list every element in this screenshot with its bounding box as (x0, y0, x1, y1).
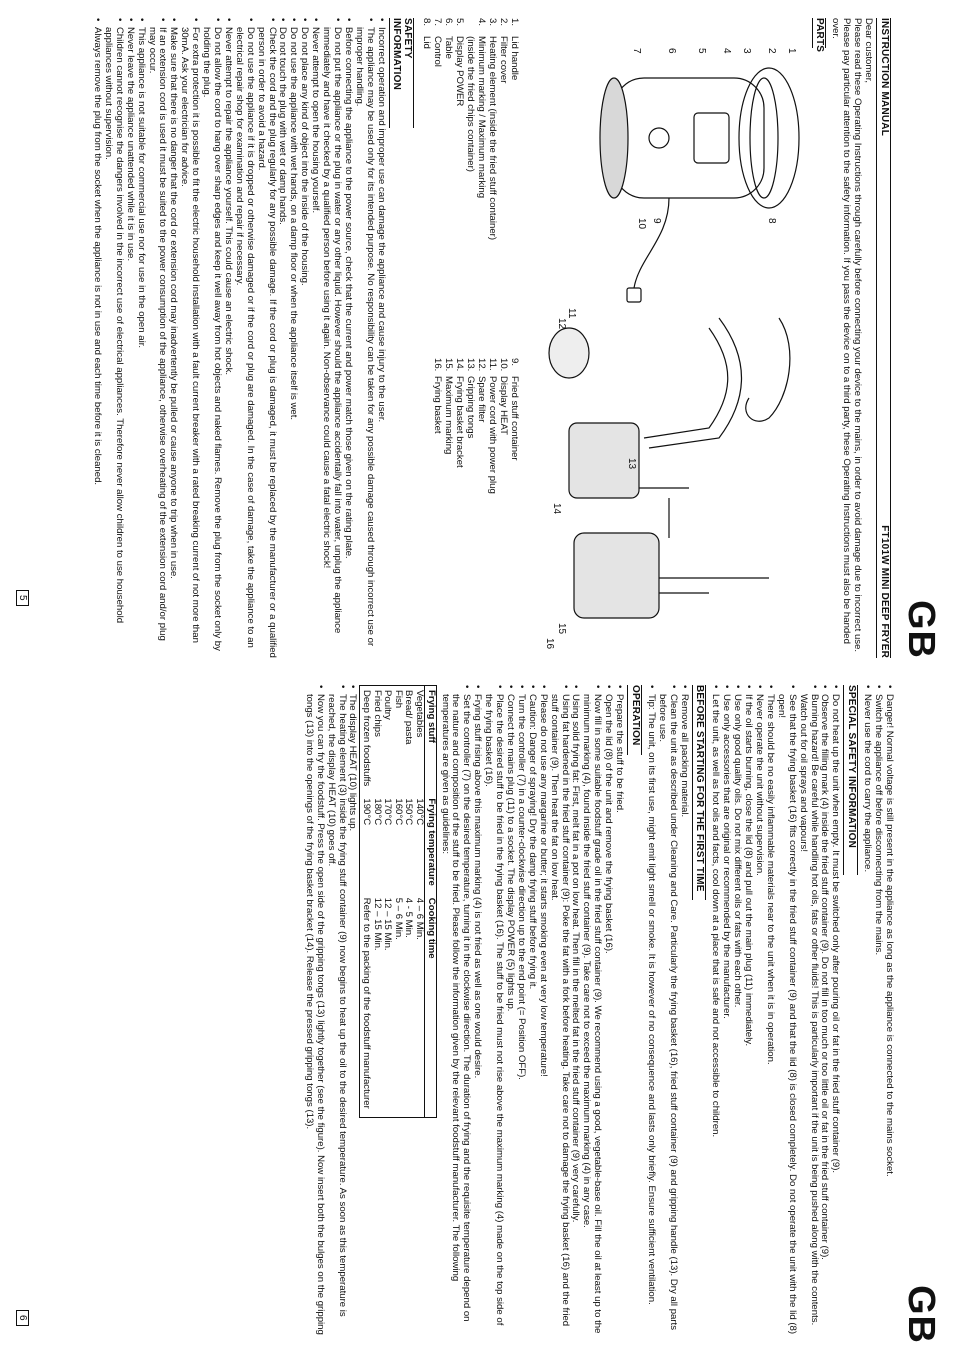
label-9: 9 (650, 218, 662, 224)
table-cell: 150°C (403, 798, 415, 826)
special-safety-item: • Use only accessories that are original or recommended by the manufacturer. (720, 685, 731, 1335)
page-number: 6 (16, 1310, 29, 1326)
operation-item: • Using fat hardened in the fried stuff container (9): Poke the fat with a fork before heating. Take care not to damage the frying basket (16) and the fried stuff container (9). Then heat the fat on low heat. (548, 685, 570, 1335)
special-safety-item: • Use only good quality oils. Do not mix different oils or fats with each other. (731, 685, 742, 1335)
safety-list (91, 18, 385, 658)
special-safety-item: • Never operate the unit without supervision. (753, 685, 764, 1335)
part-item: 9. Fried stuff container (508, 358, 520, 461)
safety-item: • Always remove the plug from the socket when the appliance is not in use and each time before it is cleaned. (91, 18, 102, 658)
table-cell: 180°C (371, 798, 383, 826)
language-marker: GB (900, 600, 942, 659)
operation-item: • Frying stuff rising above this maximum marking (4) is not fried as well as one would desire. (471, 685, 482, 1335)
table-cell: 12 – 15 Min. (382, 897, 394, 951)
safety-item: • Do not touch the plug with wet or damp hands. (277, 18, 288, 658)
fryer-illustration (519, 18, 809, 658)
label-15: 15 (555, 623, 567, 635)
table-header: Frying temperature (425, 794, 437, 893)
danger-item: • Danger! Normal voltage is still present in the appliance as long as the appliance is connected to the mains socket. (883, 685, 894, 1335)
label-13: 13 (625, 458, 637, 470)
part-item: (inside the fried chips container) (464, 36, 476, 172)
part-item: 15. Maximum marking (443, 358, 455, 455)
safety-item: • Never attempt to open the housing yourself. (309, 18, 320, 658)
special-safety-item: • Let the unit, as well as hot oils and facts, cool down at a place that is safe and not accessible to children. (710, 685, 721, 1335)
operation-item: • Prepare the stuff to be fried. (613, 685, 624, 1335)
label-11: 11 (565, 308, 577, 319)
safety-item: • This appliance is not suitable for commercial use nor for use in the open air. (135, 18, 146, 658)
safety-item: • Incorrect operation and improper use can damage the appliance and cause injury to the user. (375, 18, 386, 658)
safety-item: • Make sure that there is no danger that the cord or extension cord may inadvertently be pulled or cause anyone to trip when in use. (167, 18, 178, 658)
safety-item: • For extra protection it is possible to fit the electric household installation with a fault current breaker with a rated breaking current of not more than 30mA. Ask your electrician for advice. (178, 18, 200, 658)
table-cell: Vegetables (414, 690, 426, 738)
table-cell: Bread/ pasta (403, 690, 415, 745)
table-cell: 140°C (414, 798, 426, 826)
safety-title: SAFETY INFORMATION (389, 18, 415, 128)
table-row (403, 686, 414, 1118)
label-12: 12 (555, 318, 567, 330)
special-safety-item: • See that the frying basket (16) fits correctly in the fried stuff container (9) and that the lid (8) is closed completely. Do not operate the unit with the lid (8) open! (775, 685, 797, 1335)
label-3: 3 (740, 48, 752, 54)
table-header: Cooking time (425, 894, 437, 1118)
safety-item: • Before connecting the appliance to the power source, check that the current and power match those given on the rating plate. (342, 18, 353, 658)
operation-item: • Open the lid (8) of the unit and remove the frying basket (16). (602, 685, 613, 1335)
table-row (413, 686, 424, 1118)
safety-item: • Do not place any kind of object into the inside of the housing. (298, 18, 309, 658)
label-1: 1 (785, 48, 797, 54)
special-safety-title: SPECIAL SAFETY INFORMATION (843, 685, 858, 875)
before-item: • Remove all packing material. (678, 685, 689, 1335)
operation-item: • Turn the controller (7) in a counter-clockwise direction up to the end point (= Position OFF). (515, 685, 526, 1335)
table-cell: Refer to the packing of the foodstuff manufacturer (361, 897, 373, 1109)
before-first-use-list (645, 685, 689, 1335)
after-item: • Now you can fry the foodstuff. Press the open side of the gripping tongs (13) lightly together (see the figure). Now insert both the bulges on the gripping tongs (13) into the openings of the frying basket bracket (14). Release the pressed gripping tongs (13). (303, 685, 325, 1335)
operation-item: • Caution: Danger of spraying! Dry the damp frying stuff before frying it. (526, 685, 537, 1335)
table-cell: Fish (392, 690, 404, 709)
manual-title: INSTRUCTION MANUAL (879, 18, 890, 137)
label-16: 16 (543, 638, 555, 650)
after-item: • The heating element (3) inside the frying stuff container (9) now begins to heat up the oil to the desired temperature. As soon as this temperature is reached, the display HEAT (10) goes off. (325, 685, 347, 1335)
label-10: 10 (635, 218, 647, 230)
safety-item: • Never attempt to repair the appliance yourself. This could cause an electric shock. (222, 18, 233, 658)
before-item: • Clean the unit as described under Cleaning and Care. Particularly the frying basket (16), fried stuff container (9) and gripping handle (13). Dry all parts before use. (656, 685, 678, 1335)
safety-item: • Do not put the appliance or the plug in water or any other liquid. However should the appliance accidentally fall into water, unplug the appliance immediately and have it checked by a qualified person before using it again. Non-observance could cause a fatal electric shock! (320, 18, 342, 658)
right-column (303, 685, 894, 1335)
label-14: 14 (550, 503, 562, 515)
table-cell: 5 – 6 Min. (392, 897, 404, 940)
before-first-use-title: BEFORE STARTING FOR THE FIRST TIME (692, 685, 707, 900)
left-column (91, 18, 894, 658)
label-6: 6 (665, 48, 677, 54)
language-marker: GB (900, 1285, 942, 1344)
special-safety-item: • Do not heat up the unit when empty. It must be switched only after pouring oil or fat in the fried stuff container (9). (829, 685, 840, 1335)
special-safety-item: • If the oil starts burning, close the lid (8) and pull out the main plug (11) immediately. (742, 685, 753, 1335)
operation-item: • Place the desired stuff to be fried in the frying basket (16). The stuff to be fried must not rise above the maximum marking (4) made on the top side of the frying basket (16). (482, 685, 504, 1335)
danger-item: • Switch the appliance off before disconnecting from the mains. (872, 685, 883, 1335)
label-2: 2 (765, 48, 777, 54)
part-item: 3. Heating element (inside the fried stuff container) (486, 18, 498, 241)
part-item: 12. Spare filter (475, 358, 487, 423)
part-item: 4. Minimum marking / Maximum marking (475, 18, 487, 199)
table-cell: 190°C (361, 798, 373, 826)
special-safety-item: • Observe the filling mark (4) inside the fried stuff container (9). Do not fill in too much or too little oil or fat in the fried stuff container (9). (819, 685, 830, 1335)
table-cell: Fried chips (371, 690, 383, 737)
part-item: 11. Power cord with power plug (486, 358, 498, 494)
part-item: 16. Frying basket (432, 358, 444, 434)
safety-item: • Do not use the appliance with wet hands, on a damp floor or when the appliance itself is wet. (287, 18, 298, 658)
operation-title: OPERATION (627, 685, 642, 755)
part-item: 1. Lid handle (508, 18, 520, 81)
safety-item: • The appliance may be used only for its intended purpose. No responsibility can be taken for any possible damage caused through incorrect use or improper handling. (353, 18, 375, 658)
table-cell: Poultry (382, 690, 394, 720)
safety-item: • Do not allow the cord to hang over sharp edges and keep it well away from hot objects and naked flames. Remove the plug from the socket only by holding the plug. (200, 18, 222, 658)
part-item: 5. Display POWER (454, 18, 466, 107)
page-6 (0, 675, 954, 1350)
safety-item: • Never leave the appliance unattended while it is in use. (124, 18, 135, 658)
parts-list-left (420, 18, 518, 358)
operation-item: • Set the controller (7) on the desired temperature, turning it in the clockwise direction. The duration of frying and the requisite temperature depend on the nature and composition of the stuff to be fried. Please follow the information given by the relevant foodstuff manufacturer. The following temperatures are given as guidelines: (439, 685, 472, 1335)
table-cell: Deep frozen foodstuffs (361, 690, 373, 787)
danger-list (861, 685, 894, 1335)
table-row (360, 686, 371, 1118)
operation-list (439, 685, 624, 1335)
parts-diagram (519, 18, 809, 658)
after-item: • The display HEAT (10) lights up. (347, 685, 358, 1335)
operation-item: • Now fill in some suitable foodstuff grade oil in the fried stuff container (9). We recommend using a good, vegetable-base oil. Fill the oil at least up to the minimum marking (4), found inside the fried stuff container (9). Take care not to exceed the maximum marking (4) in any case. (580, 685, 602, 1335)
part-item: 2. Filter cover (497, 18, 509, 84)
special-safety-item: • Burning hazard! Be careful while handling hot oils, fats or other fluids! This is particularly important if the unit is being pushed along with the contents. Watch out for oil sprays and vapours! (797, 685, 819, 1335)
parts-list-right (420, 358, 518, 618)
table-row (371, 686, 382, 1118)
safety-item: • If an extension cord is used it must be suited to the power consumption of the appliance, otherwise overheating of the extension cord and/or plug may occur. (146, 18, 168, 658)
parts-list (420, 18, 518, 658)
operation-item: • Connect the mains plug (11) to a socket. The display POWER (5) lights up. (504, 685, 515, 1335)
label-8: 8 (765, 218, 777, 224)
table-cell: 170°C (382, 798, 394, 826)
table-header: Frying stuff (425, 686, 437, 795)
danger-item: • Never use the cord to carry the appliance. (861, 685, 872, 1335)
part-item: 8. Lid (421, 18, 433, 49)
label-4: 4 (720, 48, 732, 54)
table-header-row (425, 686, 437, 1118)
table-cell: 160°C (392, 798, 404, 826)
label-5: 5 (695, 48, 707, 54)
part-item: 10. Display HEAT (497, 358, 509, 435)
part-item: 14. Frying basket bracket (454, 358, 466, 468)
intro-text: Please read these Operating Instructions through carefully before connecting your device to the mains, in order to avoid damage due to incorrect use. Please pay particular attention to the safety information. If you pass the device on to a third party, these Operating Instructions must also be handed over. (830, 18, 864, 653)
operation-item: • Please do not use any margarine or butter; it starts smoking even at very low temperature! (537, 685, 548, 1335)
after-table-list (303, 685, 358, 1335)
parts-title: PARTS (812, 18, 827, 48)
table-cell: 4 – 6 Min. (414, 897, 426, 940)
before-item: • Tip: The unit, on its first use, might emit light smell or smoke. It is however of no consequence and lasts only briefly. Ensure sufficient ventilation. (645, 685, 656, 1335)
table-cell: 4 - 5 Min. (403, 897, 415, 938)
page-number: 5 (16, 590, 29, 606)
table-row (392, 686, 403, 1118)
safety-item: • Check the cord and the plug regularly for any possible damage. If the cord or plug is damaged, it must be replaced by the manufacturer or a qualified person in order to avoid a hazard. (255, 18, 277, 658)
manual-title-bar (876, 18, 891, 658)
model-title: FT101W MINI DEEP FRYER (879, 525, 890, 658)
label-7: 7 (630, 48, 642, 54)
frying-table (360, 685, 437, 1118)
part-item: 13. Gripping tongs (464, 358, 476, 439)
safety-item: • Do not use the appliance if it is dropped or otherwise damaged or if the cord or plug are damaged. In the case of damage, take the appliance to an electrical repair shop for examination and repair if necessary. (233, 18, 255, 658)
part-item: 7. Control (432, 18, 444, 67)
table-row (382, 686, 393, 1118)
table-cell: 12 – 15 Min. (371, 897, 383, 951)
intro-greeting: Dear customer, (863, 18, 875, 84)
special-safety-list (710, 685, 841, 1335)
operation-item: • Using solid frying fat: First, melt fat in a pot on low heat. Then fill in the melted fat in the fried stuff container (9) very carefully. (570, 685, 581, 1335)
special-safety-item: • There should be no easily inflammable materials near to the unit when it is in operation. (764, 685, 775, 1335)
safety-item: • Children cannot recognise the dangers involved in the incorrect use of electrical appliances. Therefore never allow children to use household appliances without supervision. (102, 18, 124, 658)
part-item: 6. Table (443, 18, 455, 59)
